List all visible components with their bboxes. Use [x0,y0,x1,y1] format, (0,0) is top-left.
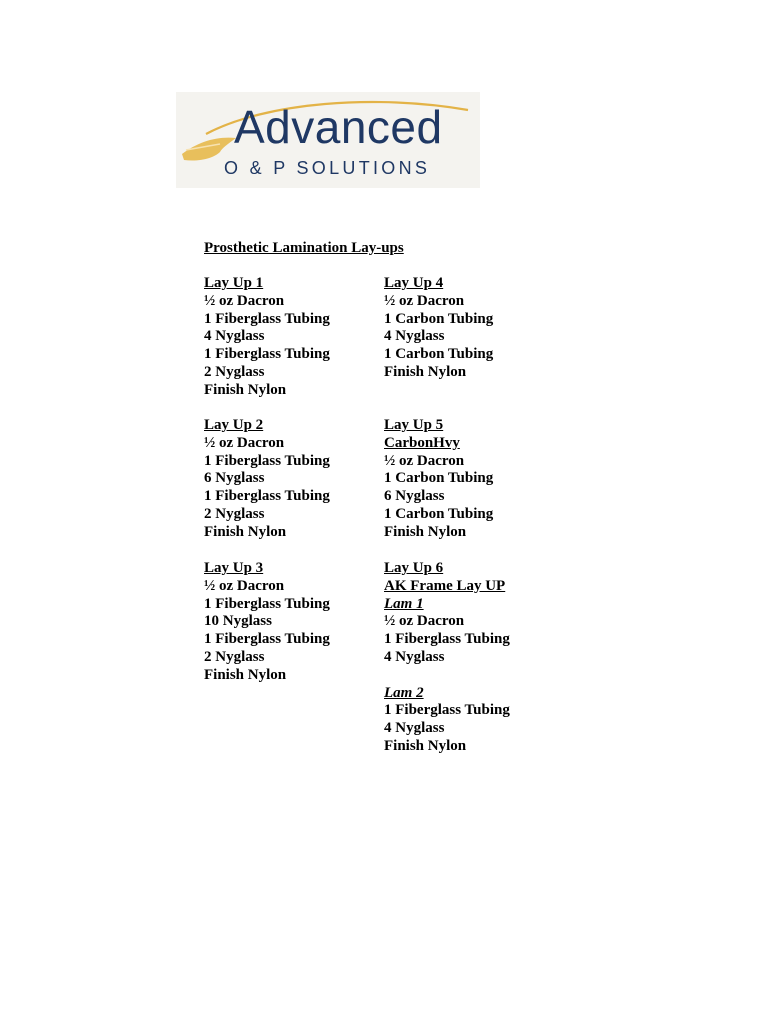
layup-4 [384,275,493,382]
layup-item: ½ oz Dacron [384,613,465,630]
layup-item: 1 Carbon Tubing [384,310,494,327]
lamination-label: Lam 2 [384,684,424,701]
layup-item: 2 Nyglass [204,648,265,665]
layup-item: 6 Nyglass [384,488,445,505]
layup-heading: Lay Up 1 [204,275,264,291]
layup-item: 6 Nyglass [204,470,265,487]
layup-item: 4 Nyglass [204,328,265,345]
layup-item: Finish Nylon [204,523,287,540]
layup-subheading: CarbonHvy [384,434,460,451]
layup-heading: Lay Up 6 [384,560,444,576]
layup-6 [384,560,510,756]
layup-item: Finish Nylon [204,381,287,398]
layup-item: 1 Fiberglass Tubing [204,631,330,648]
company-logo [176,92,480,188]
layup-item: Finish Nylon [384,363,467,380]
layup-3 [204,560,330,685]
layup-item: Finish Nylon [384,523,467,540]
layup-item: 1 Fiberglass Tubing [204,346,330,363]
layup-item: 1 Carbon Tubing [384,470,494,487]
layup-5 [384,417,493,542]
layup-item: 2 Nyglass [204,505,265,522]
layup-item: 1 Fiberglass Tubing [204,310,330,327]
layup-item: 1 Fiberglass Tubing [204,595,330,612]
layup-heading: Lay Up 3 [204,560,264,576]
layup-item: ½ oz Dacron [204,434,285,451]
layup-item: ½ oz Dacron [204,292,285,309]
layup-heading: Lay Up 4 [384,275,444,291]
layup-item: 1 Carbon Tubing [384,505,494,522]
document-title: Prosthetic Lamination Lay-ups [204,240,404,256]
layup-item: ½ oz Dacron [384,452,465,469]
logo-subtitle: O & P SOLUTIONS [224,158,431,178]
layup-item: 1 Fiberglass Tubing [204,488,330,505]
layup-subheading: AK Frame Lay UP [384,577,506,594]
layup-item: 1 Fiberglass Tubing [384,631,510,648]
layup-item: 4 Nyglass [384,648,445,665]
layup-2 [204,417,330,542]
layup-item: 2 Nyglass [204,363,265,380]
layup-item: ½ oz Dacron [204,577,285,594]
layup-item: 4 Nyglass [384,328,445,345]
layup-item: 10 Nyglass [204,613,272,630]
layup-heading: Lay Up 2 [204,417,264,433]
layup-1 [204,275,330,400]
layup-heading: Lay Up 5 [384,417,444,433]
layup-item: ½ oz Dacron [384,292,465,309]
layup-item: 1 Fiberglass Tubing [204,452,330,469]
layup-item: 4 Nyglass [384,720,445,737]
layup-item: Finish Nylon [204,666,287,683]
layup-item: 1 Carbon Tubing [384,346,494,363]
logo-wordmark: Advanced [234,101,443,153]
lamination-label: Lam 1 [384,595,424,612]
layup-item: Finish Nylon [384,737,467,754]
layup-item: 1 Fiberglass Tubing [384,702,510,719]
